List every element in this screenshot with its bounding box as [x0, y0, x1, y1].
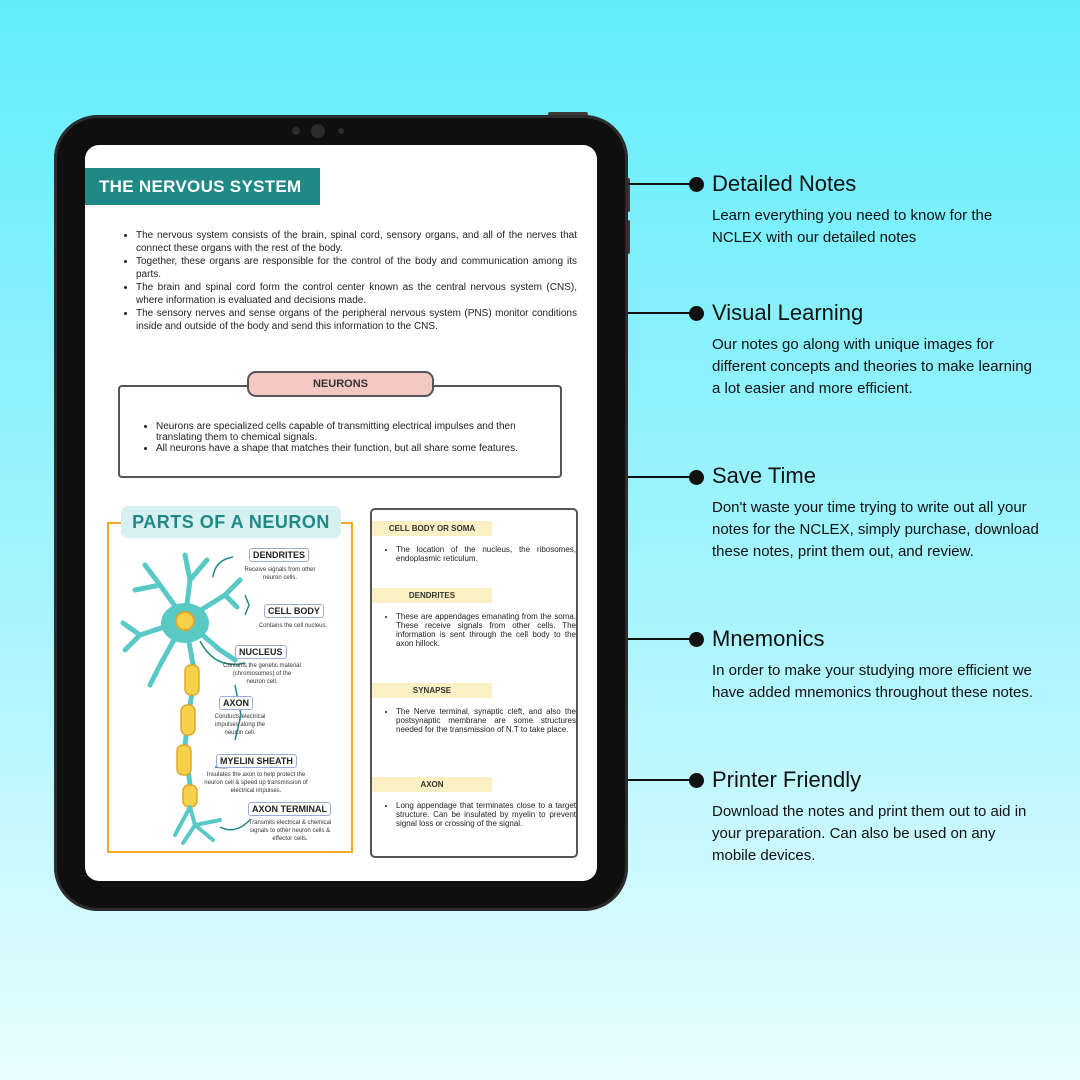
definition-heading: DENDRITES	[372, 588, 492, 603]
definition-heading: AXON	[372, 777, 492, 792]
feature-title: Save Time	[712, 463, 816, 488]
bullet-dot-icon	[689, 773, 704, 788]
dendrites-label: DENDRITES	[249, 548, 309, 562]
neurons-list	[143, 421, 556, 454]
connector-line	[628, 312, 698, 314]
page-title: THE NERVOUS SYSTEM	[85, 168, 320, 205]
feature-title: Printer Friendly	[712, 767, 862, 792]
bullet-dot-icon	[689, 177, 704, 192]
feature-detailed-notes	[712, 171, 1042, 249]
feature-text: Don't waste your time trying to write out all your notes for the NCLEX, simply purchase, download these notes, print them out, and review.	[712, 499, 1039, 560]
myelin-sheath-desc: Insulates the axon to help protect the neuron cell & speed up transmission of electrical impulses.	[204, 772, 308, 794]
axon-terminal-branches	[175, 807, 220, 843]
dendrites-desc: Receive signals from other neuron cells.	[244, 567, 316, 581]
parts-title: PARTS OF A NEURON	[121, 506, 341, 538]
neurons-heading: NEURONS	[247, 371, 434, 397]
feature-mnemonics	[712, 626, 1042, 704]
axon-terminal-desc: Transmits electrical & chemical signals to other neuron cells & effector cells.	[248, 820, 332, 842]
definition-heading: CELL BODY OR SOMA	[372, 521, 492, 536]
feature-title: Mnemonics	[712, 626, 825, 651]
connector-line	[628, 779, 698, 781]
intro-point: • Together, these organs are responsible for the control of the body and communication among its parts.	[136, 255, 577, 281]
definition-text: • These are appendages emanating from the soma. These receive signals from other cells. The information is sent through the cell body to the axon hillock.	[396, 612, 576, 648]
definition-list	[386, 707, 576, 734]
connector-line	[628, 476, 698, 478]
feature-title: Detailed Notes	[712, 171, 857, 196]
tablet-screen	[85, 145, 597, 881]
axon-label: AXON	[219, 696, 253, 710]
neurons-point: • All neurons have a shape that matches their function, but all share some features.	[156, 443, 556, 454]
definition-text: • Long appendage that terminates close to a target structure. Can be insulated by myelin to prevent signal loss or crossing of the signal.	[396, 801, 576, 828]
tablet-camera	[311, 124, 325, 138]
cell-body-desc: Contains the cell nucleus.	[258, 623, 328, 629]
nucleus-desc: Contains the genetic material (chromosomes) of the neuron cell.	[223, 663, 301, 685]
tablet-sensor	[292, 127, 300, 135]
tablet-light-sensor	[338, 128, 344, 134]
axon-desc: Conducts electrical impulses along the neuron cell.	[214, 714, 266, 736]
feature-text: Our notes go along with unique images for different concepts and theories to make learning a lot easier and more efficient.	[712, 336, 1032, 397]
definition-list	[386, 612, 576, 648]
connector-line	[628, 638, 698, 640]
intro-point: • The sensory nerves and sense organs of the peripheral nervous system (PNS) monitor conditions inside and outside of the body and send this information to the CNS.	[136, 307, 577, 333]
feature-visual-learning	[712, 300, 1042, 400]
cell-body-label: CELL BODY	[264, 604, 324, 618]
feature-title: Visual Learning	[712, 300, 864, 325]
intro-point: • The nervous system consists of the brain, spinal cord, sensory organs, and all of the nerves that connect these organs with the rest of the body.	[136, 229, 577, 255]
myelin-sheath-label: MYELIN SHEATH	[216, 754, 297, 768]
definition-text: • The Nerve terminal, synaptic cleft, and also the postsynaptic membrane are some structures needed for the transmission of N.T to take place.	[396, 707, 576, 734]
bullet-dot-icon	[689, 306, 704, 321]
feature-save-time	[712, 463, 1042, 563]
intro-list	[123, 229, 577, 333]
feature-text: Download the notes and print them out to aid in your preparation. Can also be used on any mobile devices.	[712, 803, 1027, 864]
feature-printer-friendly	[712, 767, 1042, 867]
neuron-illustration	[115, 545, 250, 845]
bullet-dot-icon	[689, 470, 704, 485]
definition-heading: SYNAPSE	[372, 683, 492, 698]
neurons-point: • Neurons are specialized cells capable of transmitting electrical impulses and then translating them to chemical signals.	[156, 421, 556, 443]
bullet-dot-icon	[689, 632, 704, 647]
connector-line	[628, 183, 698, 185]
intro-point: • The brain and spinal cord form the control center known as the central nervous system (CNS), where information is evaluated and decisions made.	[136, 281, 577, 307]
feature-text: Learn everything you need to know for the NCLEX with our detailed notes	[712, 207, 993, 246]
nucleus-shape	[176, 612, 194, 630]
axon-terminal-label: AXON TERMINAL	[248, 802, 331, 816]
nucleus-label: NUCLEUS	[235, 645, 287, 659]
definition-text: • The location of the nucleus, the ribosomes, endoplasmic reticulum.	[396, 545, 576, 563]
definition-list	[386, 801, 576, 828]
feature-text: In order to make your studying more efficient we have added mnemonics throughout these notes.	[712, 662, 1034, 701]
definition-list	[386, 545, 576, 563]
